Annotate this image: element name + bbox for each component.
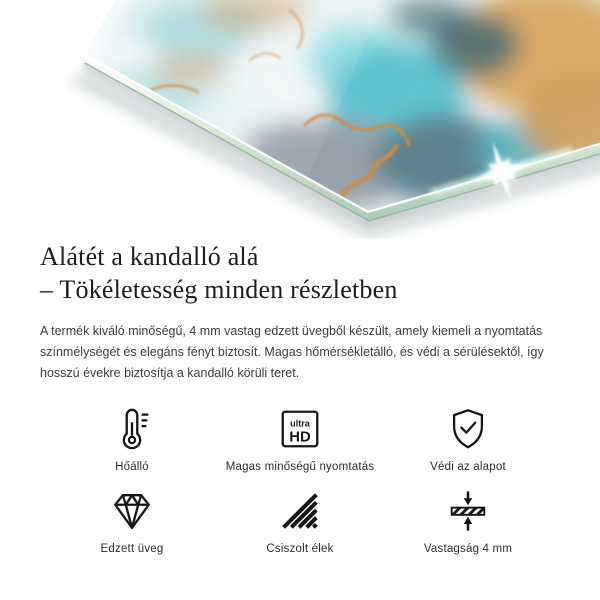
- product-image: [0, 0, 600, 238]
- title-line-2: – Tökéletesség minden részletben: [40, 275, 398, 304]
- thermometer-icon: [109, 406, 155, 452]
- svg-text:HD: HD: [289, 429, 311, 446]
- feature-label: Magas minőségű nyomtatás: [225, 461, 375, 473]
- glass-panel-illustration: [0, 0, 600, 238]
- title-line-1: Alátét a kandalló alá: [40, 242, 259, 271]
- description-line: színmélységét és elegáns fényt biztosít. Magas hőmérsékletálló, és védi a sérülésektől, így: [40, 345, 544, 359]
- product-description: [40, 321, 560, 384]
- features-grid: [40, 406, 560, 556]
- feature-item-thickness: [384, 488, 552, 556]
- shield-check-icon: [445, 406, 491, 452]
- thickness-icon: [445, 488, 491, 534]
- feature-item-polished-edges: [216, 488, 384, 556]
- feature-label: Hőálló: [115, 461, 149, 473]
- description-line: A termék kiváló minőségű, 4 mm vastag edzett üvegből készült, amely kiemeli a nyomtatás: [40, 324, 543, 338]
- feature-item-heat-resistant: [48, 406, 216, 474]
- feature-item-protects-base: [384, 406, 552, 474]
- page-title: [40, 240, 560, 306]
- feature-item-tempered-glass: [48, 488, 216, 556]
- description-line: hosszú évekre biztosítja a kandalló körüli teret.: [40, 366, 300, 380]
- feature-item-print-quality: [216, 406, 384, 474]
- feature-label: Csiszolt élek: [266, 543, 334, 555]
- diamond-icon: [109, 488, 155, 534]
- ultra-hd-icon: [277, 406, 323, 452]
- feature-label: Edzett üveg: [100, 543, 164, 555]
- polished-edges-icon: [277, 488, 323, 534]
- feature-label: Védi az alapot: [430, 461, 506, 473]
- svg-text:ultra: ultra: [290, 418, 310, 429]
- feature-label: Vastagság 4 mm: [423, 543, 513, 555]
